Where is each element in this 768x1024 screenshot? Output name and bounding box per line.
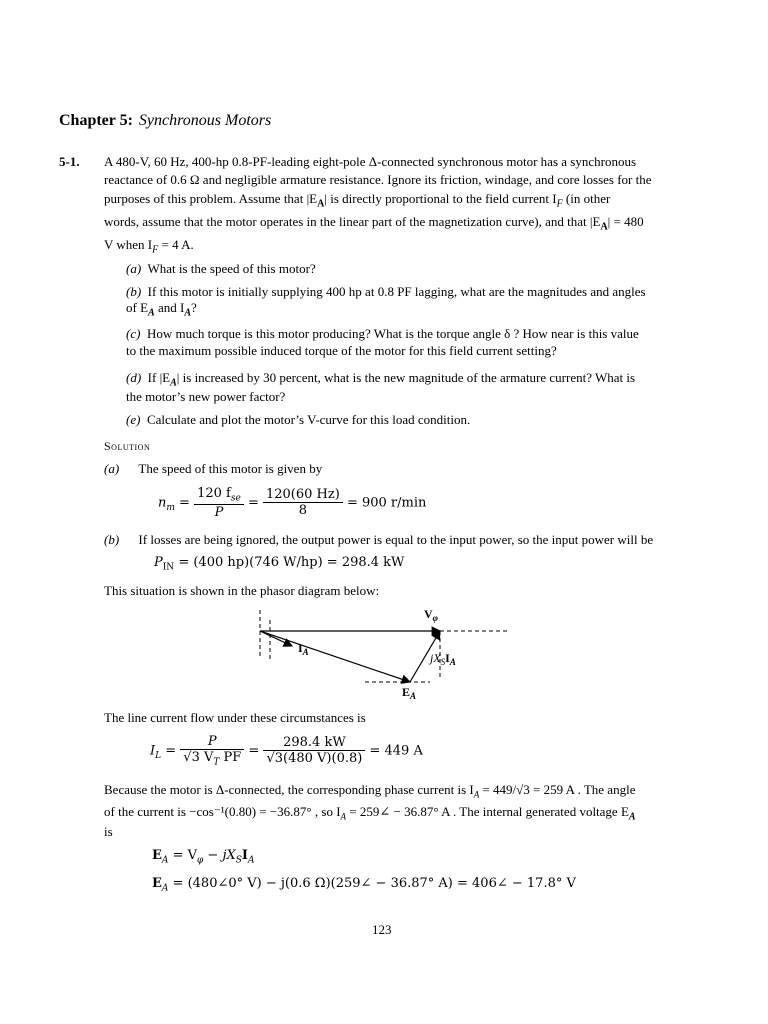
part-c-line1: (c) How much torque is this motor producing? What is the torque angle δ ? How near is this value <box>126 326 639 341</box>
label-ia: $I_A$ <box>298 641 309 657</box>
label-jxs-ia: $jX_SI_A$ <box>430 651 456 667</box>
phase-current-line2: of the current is −cos⁻¹(0.80) = −36.87° , so $I_A$ = 259∠ − 36.87° A . The internal generated voltage $E_A$ <box>104 804 636 823</box>
statement-line-5: V when $I_F = 4$ A. <box>104 237 194 256</box>
problem-number: 5-1. <box>59 154 80 169</box>
page-number: 123 <box>372 922 392 937</box>
statement-line-2: reactance of 0.6 Ω and negligible armature resistance. Ignore its friction, windage, and core losses for the <box>104 172 652 187</box>
part-a: (a) What is the speed of this motor? <box>126 261 316 276</box>
part-d-line1: (d) If $|E_A|$ is increased by 30 percent, what is the new magnitude of the armature current? What is <box>126 370 636 389</box>
chapter-title: Synchronous Motors <box>138 112 272 129</box>
speed-equation: $n_m$ = $\frac{120 f_{se}}{P}$ = $\frac{120(60 Hz)}{8}$ = 900 r/min <box>158 486 427 520</box>
label-v: $V_\varphi$ <box>424 607 438 623</box>
ea-phasor <box>260 631 410 682</box>
label-ea: $E_A$ <box>402 685 417 700</box>
part-d-line2: the motor’s new power factor? <box>126 389 286 404</box>
solution-a: (a) The speed of this motor is given by <box>104 461 323 476</box>
statement-line-1: A 480-V, 60 Hz, 400-hp 0.8-PF-leading eight-pole Δ-connected synchronous motor has a synchronous <box>104 154 637 169</box>
chapter-heading <box>59 112 271 130</box>
part-e: (e) Calculate and plot the motor’s V-curve for this load condition. <box>126 412 471 427</box>
phasor-diagram <box>230 600 520 700</box>
solution-heading: Solution <box>104 439 151 453</box>
part-b-line2: of $E_A$ and $I_A$? <box>126 300 197 319</box>
chapter-number: Chapter 5: <box>59 112 133 129</box>
ea-equation-1: $E_A = V_\varphi - jX_SI_A$ <box>152 848 255 866</box>
part-b-line1: (b) If this motor is initially supplying 400 hp at 0.8 PF lagging, what are the magnitudes and angles <box>126 284 646 299</box>
phase-current-line3: is <box>104 824 113 839</box>
il-equation: $I_L$ = $\frac{P}{√3 V_T PF}$ = $\frac{298.4 kW}{√3(480 V)(0.8)}$ = 449 A <box>150 734 423 768</box>
phasor-intro: This situation is shown in the phasor diagram below: <box>104 583 380 598</box>
phase-current-line1: Because the motor is Δ-connected, the corresponding phase current is $I_A = 449/√3 = 259$ A . The angle <box>104 782 636 800</box>
line-current-intro: The line current flow under these circumstances is <box>104 710 366 725</box>
solution-b: (b) If losses are being ignored, the output power is equal to the input power, so the input power will be <box>104 532 654 547</box>
part-c-line2: to the maximum possible induced torque of the motor for this field current setting? <box>126 343 557 358</box>
statement-line-4: words, assume that the motor operates in the linear part of the magnetization curve), and that $|E_A| = 480$ <box>104 214 644 233</box>
pin-equation: $P_{IN} = (400$ hp)(746 W/hp) = 298.4 kW <box>154 555 405 573</box>
ea-equation-2: $E_A$ = (480∠0° V) − j(0.6 Ω)(259∠ − 36.87° A) = 406∠ − 17.8° V <box>152 876 576 894</box>
statement-line-3: purposes of this problem. Assume that $|E_A|$ is directly proportional to the field current $I_F$ (in other <box>104 191 611 210</box>
